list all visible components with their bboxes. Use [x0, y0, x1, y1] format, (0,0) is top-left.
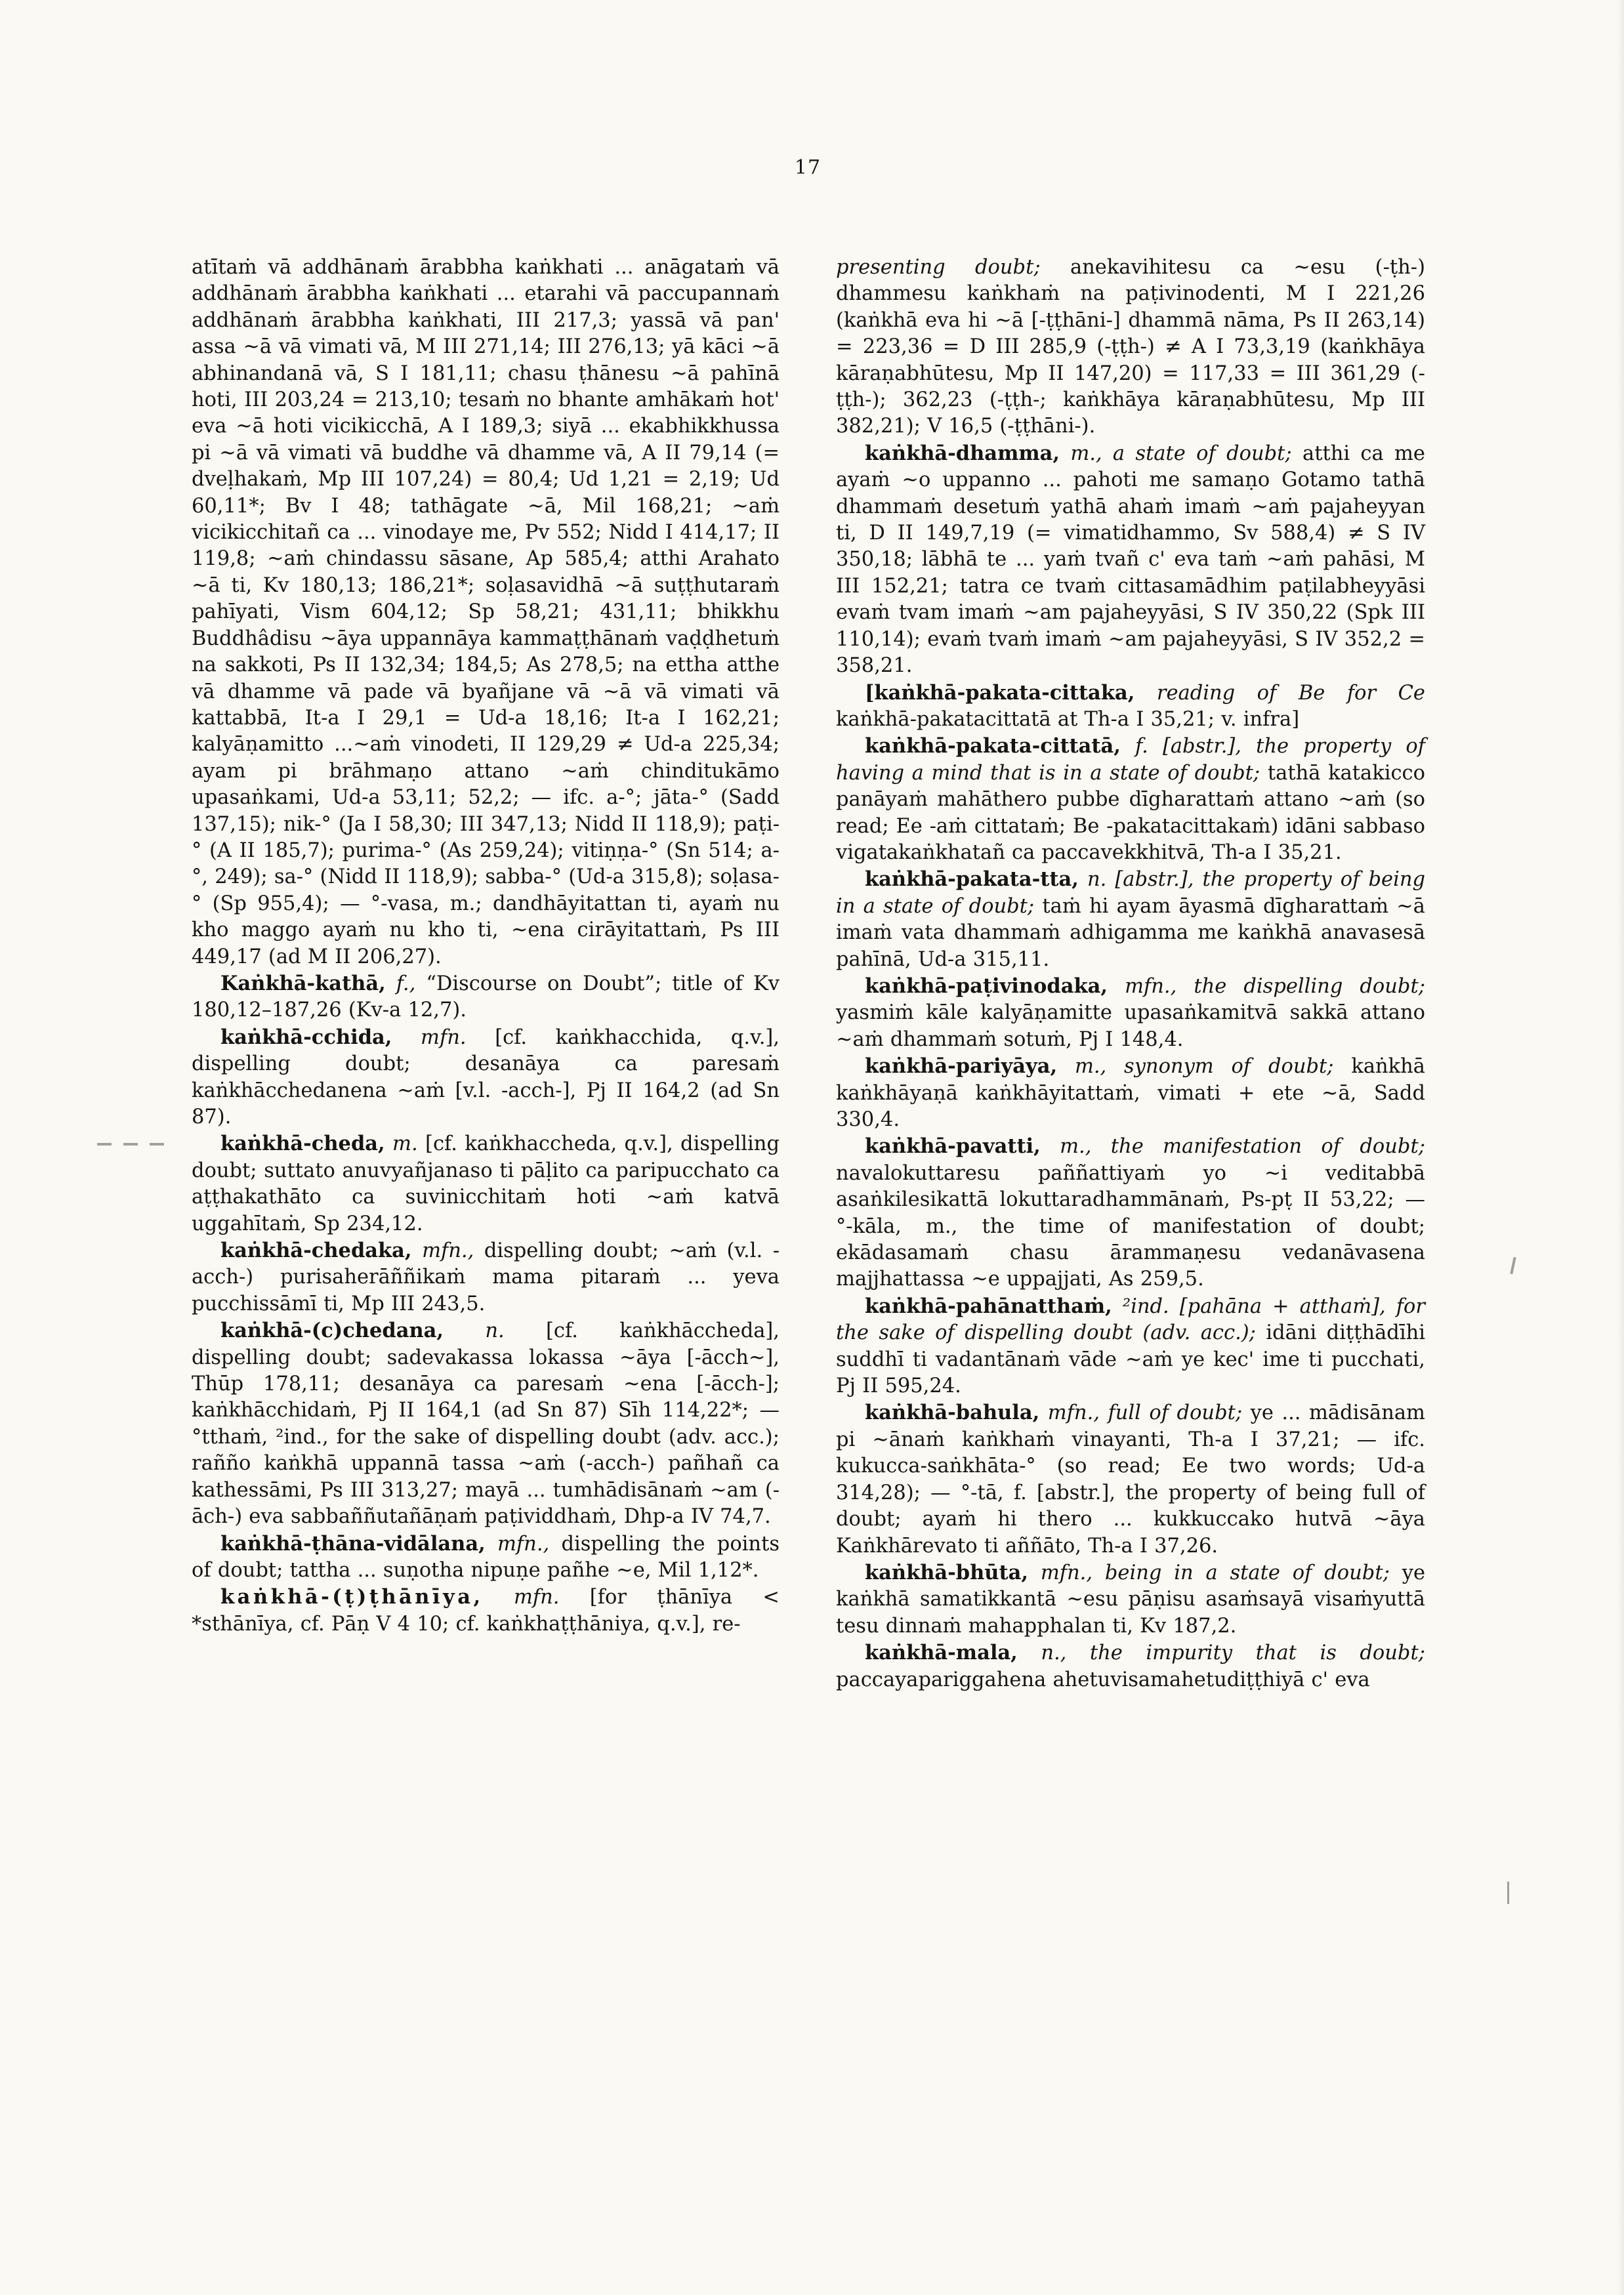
entry-headword: [kaṅkhā-pakata-cittaka, — [865, 680, 1135, 705]
dictionary-entry: kaṅkhā-(ṭ)ṭhānīya, mfn. [for ṭhānīya < *sthānīya, cf. Pāṇ V 4 10; cf. kaṅkhaṭṭhāniya, q.v.], re- — [192, 1585, 780, 1636]
scan-edge-mark — [1510, 1257, 1516, 1274]
entry-grammar-label: m., the manifestation of doubt; — [1060, 1135, 1425, 1159]
entry-headword: kaṅkhā-cheda, — [220, 1132, 385, 1156]
entry-headword: Kaṅkhā-kathā, — [220, 971, 386, 995]
entry-headword: kaṅkhā-pakata-tta, — [865, 867, 1079, 892]
entry-grammar-label: m. — [392, 1132, 418, 1156]
entry-headword: kaṅkhā-bhūta, — [865, 1560, 1028, 1584]
entry-grammar-label: mfn., the dispelling doubt; — [1125, 974, 1425, 998]
dictionary-entry: kaṅkhā-bhūta, mfn., being in a state of doubt; ye kaṅkhā samatikkantā ~esu pāṇisu asaṁsayā visaṁyuttā tesu dinnaṁ mahapphalan ti, Kv 187,2. — [836, 1560, 1425, 1638]
entry-grammar-label: mfn., being in a state of doubt; — [1040, 1561, 1390, 1584]
entry-headword: kaṅkhā-cchida, — [220, 1025, 392, 1049]
entry-grammar-label: n., the impurity that is doubt; — [1041, 1642, 1425, 1665]
dictionary-entry: kaṅkhā-dhamma, m., a state of doubt; atthi ca me ayaṁ ~o uppanno ... pahoti me samaṇo Gotamo tathā dhammaṁ desetuṁ yathā ahaṁ imaṁ ~aṁ pajaheyyan ti, D II 149,7,19 (= vimatidhammo, Sv 588,4) ≠ S IV 350,18; lābhā te ... yaṁ tvañ c' eva taṁ ~aṁ pahāsi, M III 152,21; tatra ce tvaṁ cittasamādhim paṭilabheyyāsi evaṁ tvam imaṁ ~am pajaheyyāsi, S IV 350,22 (Spk III 110,14); evaṁ tvaṁ imaṁ ~am pajaheyyāsi, S IV 352,2 = 358,21. — [836, 441, 1425, 678]
entry-grammar-label: ²ind. [pahāna + atthaṁ], for the sake of dispelling doubt (adv. acc.); — [836, 1294, 1425, 1345]
dictionary-entry: atītaṁ vā addhānaṁ ārabbha kaṅkhati ... anāgataṁ vā addhānaṁ ārabbha kaṅkhati ... etarahi vā paccupannaṁ addhānaṁ ārabbha kaṅkhati, III 217,3; yassā vā pan' assa ~ā vā vimati vā, M III 271,14; III 276,13; yā kāci ~ā abhinandanā vā, S I 181,11; chasu ṭhānesu ~ā pahīnā hoti, III 203,24 = 213,10; tesaṁ no bhante amhākaṁ hot' eva ~ā hoti vicikicchā, A I 189,3; siyā ... ekabhikkhussa pi ~ā vā vimati vā buddhe vā dhamme vā, A II 79,14 (= dveḷhakaṁ, Mp III 107,24) = 80,4; Ud 1,21 = 2,19; Ud 60,11*; Bv I 48; tathāgate ~ā, Mil 168,21; ~aṁ vicikicchitañ ca ... vinodaye me, Pv 552; Nidd I 414,17; II 119,8; ~aṁ chindassu sāsane, Ap 585,4; atthi Arahato ~ā ti, Kv 180,13; 186,21*; soḷasavidhā ~ā suṭṭhutaraṁ pahīyati, Vism 604,12; Sp 58,21; 431,11; bhikkhu Buddhâdisu ~āya uppannāya kammaṭṭhānaṁ vaḍḍhetuṁ na sakkoti, Ps II 132,34; 184,5; As 278,5; na ettha atthe vā dhamme vā pade vā byañjane vā ~ā vā vimati vā kattabbā, It-a I 29,1 = Ud-a 18,16; It-a I 162,21; kalyāṇamitto ...~aṁ vinodeti, II 129,29 ≠ Ud-a 225,34; ayam pi brāhmaṇo attano ~aṁ chinditukāmo upasaṅkami, Ud-a 53,11; 52,2; — ifc. a-°; jāta-° (Sadd 137,15); nik-° (Ja I 58,30; III 347,13; Nidd II 118,9); paṭi-° (A II 185,7); purima-° (As 259,24); vitiṇṇa-° (Sn 514; a-°, 249); sa-° (Nidd II 118,9); sabba-° (Ud-a 315,8); soḷasa-° (Sp 955,4); — °-vasa, m.; dandhāyitattan ti, ayaṁ nu kho maggo ayaṁ nu kho ti, ~ena cirāyitattaṁ, Ps III 449,17 (ad M II 206,27). — [192, 256, 780, 968]
entry-grammar-label: mfn., — [497, 1532, 550, 1556]
entry-headword: kaṅkhā-mala, — [865, 1641, 1018, 1665]
dictionary-entry: [kaṅkhā-pakata-cittaka, reading of Be for Ce kaṅkhā-pakatacittatā at Th-a I 35,21; v. infra] — [836, 680, 1425, 731]
entry-grammar-label: f., — [396, 972, 416, 995]
entry-grammar-label: mfn. — [421, 1025, 467, 1049]
entry-grammar-label: reading of Be for Ce — [1156, 681, 1425, 705]
entry-grammar-label: m., synonym of doubt; — [1074, 1055, 1334, 1079]
entry-headword: kaṅkhā-pahānatthaṁ, — [865, 1294, 1112, 1318]
entry-grammar-label: m., a state of doubt; — [1070, 442, 1292, 465]
entry-headword: kaṅkhā-(c)chedana, — [220, 1319, 444, 1343]
entry-grammar-label: mfn. — [513, 1586, 560, 1609]
dictionary-entry: presenting doubt; anekavihitesu ca ~esu (-ṭh-) dhammesu kaṅkhaṁ na paṭivinodenti, M I 221,26 (kaṅkhā eva hi ~ā [-ṭṭhāni-] dhammā nāma, Ps II 263,14) = 223,36 = D III 285,9 (-ṭṭh-) ≠ A I 73,3,19 (kaṅkhāya kāraṇabhūtesu, Mp II 147,20) = 117,33 = III 361,29 (-ṭṭh-); 362,23 (-ṭṭh-; kaṅkhāya kāraṇabhūtesu, Mp III 382,21); V 16,5 (-ṭṭhāni-). — [836, 256, 1425, 438]
dictionary-entry: kaṅkhā-pahānatthaṁ, ²ind. [pahāna + atthaṁ], for the sake of dispelling doubt (adv. acc.); idāni diṭṭhādīhi suddhī ti vadantānaṁ vāde ~aṁ ye kec' ime ti pucchati, Pj II 595,24. — [836, 1294, 1425, 1398]
dictionary-entry: kaṅkhā-bahula, mfn., full of doubt; ye ... mādisānam pi ~ānaṁ kaṅkhaṁ vinayanti, Th-a I 37,21; — ifc. kukucca-saṅkhāta-° (so read; Ee two words; Ud-a 314,28); — °-tā, f. [abstr.], the property of being full of doubt; ayaṁ hi thero ... kukkuccako hutvā ~āya Kaṅkhārevato ti aññāto, Th-a I 37,26. — [836, 1401, 1425, 1558]
page-number: 17 — [794, 156, 822, 179]
dictionary-entry: kaṅkhā-paṭivinodaka, mfn., the dispelling doubt; yasmiṁ kāle kalyāṇamitte upasaṅkamitvā sakkā attano ~aṁ dhammaṁ sotuṁ, Pj I 148,4. — [836, 974, 1425, 1051]
dictionary-entry: kaṅkhā-pakata-tta, n. [abstr.], the property of being in a state of doubt; taṁ hi ayam āyasmā dīgharattaṁ ~ā imaṁ vata dhammaṁ adhigamma me kaṅkhā anavasesā pahīnā, Ud-a 315,11. — [836, 867, 1425, 971]
dictionary-entry: kaṅkhā-pavatti, m., the manifestation of doubt; navalokuttaresu paññattiyaṁ yo ~i veditabbā asaṅkilesikattā lokuttaradhammānaṁ, Ps-pṭ II 53,22; — °-kāla, m., the time of manifestation of doubt; ekādasamaṁ chasu ārammaṇesu vedanāvasena majjhattassa ~e uppajjati, As 259,5. — [836, 1134, 1425, 1291]
scan-edge-mark — [1507, 1882, 1509, 1904]
dictionary-entry: kaṅkhā-pariyāya, m., synonym of doubt; kaṅkhā kaṅkhāyaṇā kaṅkhāyitattaṁ, vimati + ete ~ā, Sadd 330,4. — [836, 1054, 1425, 1131]
right-column — [836, 255, 1425, 1693]
entry-headword: kaṅkhā-chedaka, — [220, 1239, 412, 1263]
entry-headword: kaṅkhā-bahula, — [865, 1401, 1040, 1425]
entry-grammar-label: mfn., — [422, 1239, 474, 1263]
entry-grammar-label: f. [abstr.], the property of having a mind that is in a state of doubt; — [836, 735, 1426, 785]
dictionary-entry: kaṅkhā-cheda, m. [cf. kaṅkhaccheda, q.v.], dispelling doubt; suttato anuvyañjanaso ti pāḷito ca paripucchato ca aṭṭhakathāto ca suvinicchitaṁ hoti ~aṁ katvā uggahītaṁ, Sp 234,12. — [192, 1132, 780, 1235]
dictionary-entry: kaṅkhā-(c)chedana, n. [cf. kaṅkhāccheda], dispelling doubt; sadevakassa lokassa ~āya [-ācch~], Thūp 178,11; desanāya ca paresaṁ ~ena [-ācch-]; kaṅkhācchidaṁ, Pj II 164,1 (ad Sn 87) Sīh 114,22*; — °tthaṁ, ²ind., for the sake of dispelling doubt (adv. acc.); rañño kaṅkhā uppannā tassa ~aṁ (-acch-) pañhañ ca kathessāmi, Ps III 313,27; mayā ... tumhādisānaṁ ~am (-āch-) eva sabbaññutañāṇaṁ paṭividdhaṁ, Dhp-a IV 74,7. — [192, 1319, 780, 1529]
pencil-margin-mark — [97, 1143, 175, 1146]
entry-headword: kaṅkhā-ṭhāna-vidālana, — [220, 1531, 486, 1556]
entry-headword: kaṅkhā-paṭivinodaka, — [865, 974, 1108, 998]
entry-grammar-label: mfn., full of doubt; — [1047, 1401, 1243, 1425]
entry-grammar-label: presenting doubt; — [836, 256, 1041, 279]
dictionary-entry: kaṅkhā-chedaka, mfn., dispelling doubt; ~aṁ (v.l. -acch-) purisaherāññikaṁ mama pitaraṁ ... yeva pucchissāmī ti, Mp III 243,5. — [192, 1239, 780, 1315]
dictionary-entry: kaṅkhā-cchida, mfn. [cf. kaṅkhacchida, q.v.], dispelling doubt; desanāya ca paresaṁ kaṅkhācchedanena ~aṁ [v.l. -acch-], Pj II 164,2 (ad Sn 87). — [192, 1025, 780, 1128]
entry-headword: kaṅkhā-(ṭ)ṭhānīya, — [220, 1585, 484, 1609]
entry-grammar-label: n. — [485, 1319, 505, 1343]
entry-headword: kaṅkhā-pavatti, — [865, 1134, 1041, 1159]
entry-headword: kaṅkhā-pariyāya, — [865, 1054, 1058, 1079]
dictionary-entry: kaṅkhā-pakata-cittatā, f. [abstr.], the property of having a mind that is in a state of doubt; tathā katakicco panāyaṁ mahāthero pubbe dīgharattaṁ attano ~aṁ (so read; Ee -aṁ cittataṁ; Be -pakatacittakaṁ) idāni sabbaso vigatakaṅkhatañ ca paccavekkhitvā, Th-a I 35,21. — [836, 734, 1426, 864]
entry-grammar-label: n. [abstr.], the property of being in a state of doubt; — [836, 868, 1425, 918]
dictionary-entry: kaṅkhā-ṭhāna-vidālana, mfn., dispelling the points of doubt; tattha ... suṇotha nipuṇe pañhe ~e, Mil 1,12*. — [192, 1531, 780, 1582]
dictionary-entry: kaṅkhā-mala, n., the impurity that is doubt; paccayapariggahena ahetuvisamahetudiṭṭhiyā c' eva — [836, 1641, 1425, 1691]
left-column — [192, 255, 780, 1638]
entry-headword: kaṅkhā-pakata-cittatā, — [865, 734, 1121, 758]
dictionary-entry: Kaṅkhā-kathā, f., “Discourse on Doubt”; title of Kv 180,12–187,26 (Kv-a 12,7). — [192, 971, 780, 1022]
entry-headword: kaṅkhā-dhamma, — [865, 441, 1060, 465]
